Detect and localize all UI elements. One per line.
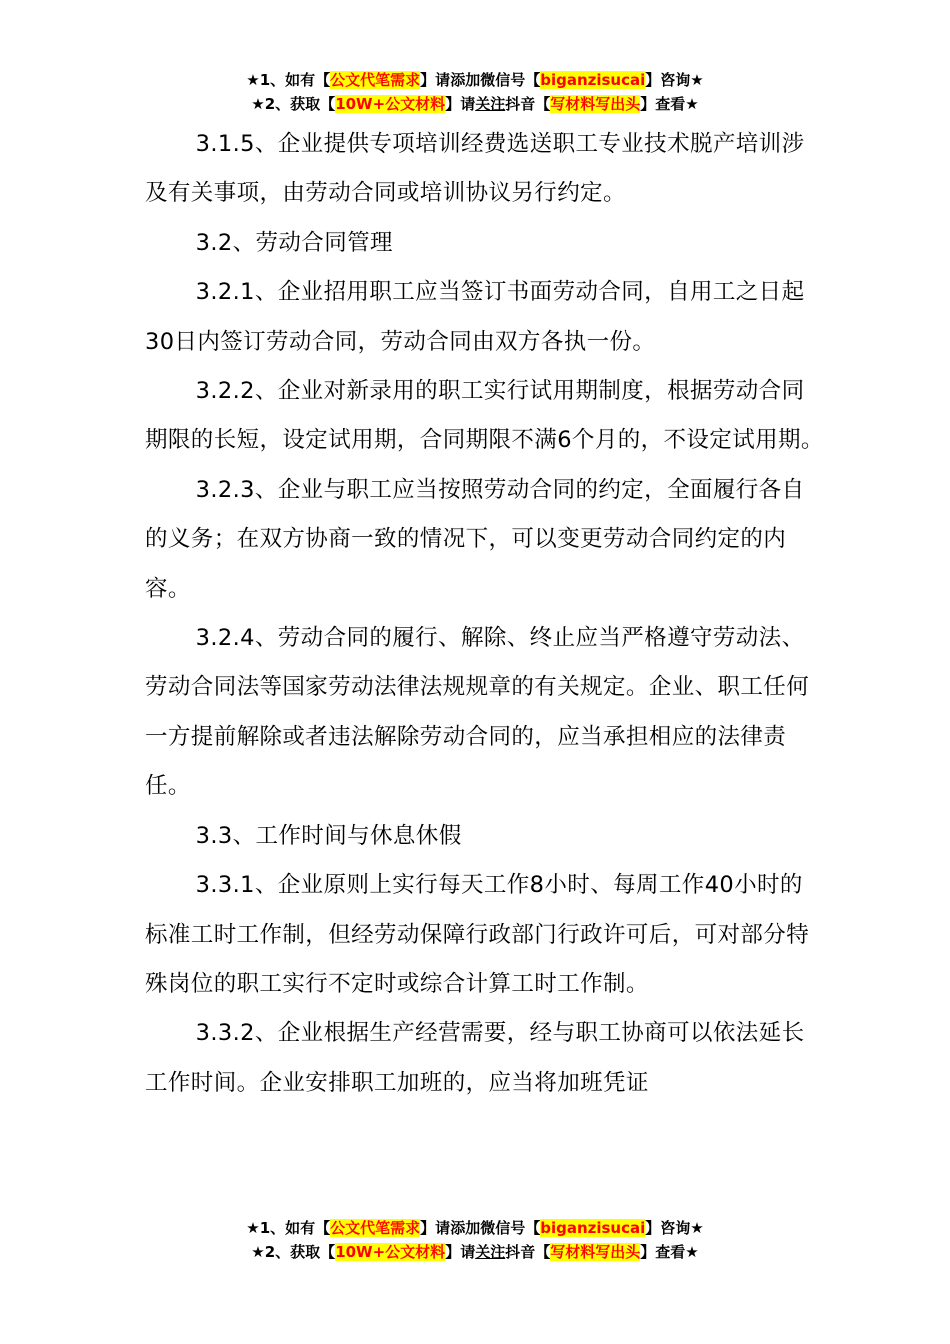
banner-emphasis: 关注 xyxy=(475,95,506,113)
paragraph: 3.2.1、企业招用职工应当签订书面劳动合同，自用工之日起30日内签订劳动合同，劳动合同由双方各执一份。 xyxy=(145,279,805,355)
banner-highlight: 公文代笔需求 xyxy=(330,71,421,89)
banner-text: 】咨询★ xyxy=(645,71,704,89)
banner-text: 】请 xyxy=(445,1243,476,1261)
banner-emphasis: 添加 xyxy=(450,1219,481,1237)
banner-highlight: biganzisucai xyxy=(540,71,646,89)
paragraph: 3.2.2、企业对新录用的职工实行试用期制度，根据劳动合同期限的长短，设定试用期，合同期限不满6个月的，不设定试用期。 xyxy=(145,378,824,454)
banner-text: 抖音【 xyxy=(505,95,551,113)
banner-text: 抖音【 xyxy=(505,1243,551,1261)
banner-text: 微信号【 xyxy=(480,1219,541,1237)
paragraph: 3.2.3、企业与职工应当按照劳动合同的约定，全面履行各自的义务；在双方协商一致的情况下，可以变更劳动合同约定的内容。 xyxy=(145,476,805,602)
banner-text: 】咨询★ xyxy=(645,1219,704,1237)
banner-highlight: 10W+公文材料 xyxy=(335,95,446,113)
paragraph: 3.3.2、企业根据生产经营需要，经与职工协商可以依法延长工作时间。企业安排职工加班的，应当将加班凭证 xyxy=(145,1020,805,1096)
footer-banner xyxy=(0,1216,950,1264)
banner-text: 】查看★ xyxy=(640,95,699,113)
paragraph: 3.1.5、企业提供专项培训经费选送职工专业技术脱产培训涉及有关事项，由劳动合同或培训协议另行约定。 xyxy=(145,131,805,207)
paragraph: 3.3.1、企业原则上实行每天工作8小时、每周工作40小时的标准工时工作制，但经劳动保障行政部门行政许可后，可对部分特殊岗位的职工实行不定时或综合计算工时工作制。 xyxy=(145,872,810,997)
banner-text: 微信号【 xyxy=(480,71,541,89)
banner-emphasis: 添加 xyxy=(450,71,481,89)
banner-text: 】请 xyxy=(420,1219,451,1237)
banner-highlight: 10W+公文材料 xyxy=(335,1243,446,1261)
paragraph: 3.2.4、劳动合同的履行、解除、终止应当严格遵守劳动法、劳动合同法等国家劳动法律法规规章的有关规定。企业、职工任何一方提前解除或者违法解除劳动合同的，应当承担相应的法律责任。 xyxy=(145,625,810,800)
header-banner xyxy=(0,68,950,116)
banner-text: 】请 xyxy=(445,95,476,113)
banner-text: ★2、获取【 xyxy=(251,1243,336,1261)
banner-line-2 xyxy=(0,92,950,116)
banner-text: ★1、如有【 xyxy=(246,1219,331,1237)
banner-text: 】查看★ xyxy=(640,1243,699,1261)
banner-highlight: 公文代笔需求 xyxy=(330,1219,421,1237)
banner-text: 】请 xyxy=(420,71,451,89)
banner-line-1 xyxy=(0,68,950,92)
banner-line-2 xyxy=(0,1240,950,1264)
section-heading: 3.3、工作时间与休息休假 xyxy=(195,822,462,849)
banner-highlight: biganzisucai xyxy=(540,1219,646,1237)
banner-text: ★1、如有【 xyxy=(246,71,331,89)
banner-highlight: 写材料写出头 xyxy=(550,95,641,113)
banner-text: ★2、获取【 xyxy=(251,95,336,113)
banner-emphasis: 关注 xyxy=(475,1243,506,1261)
banner-line-1 xyxy=(0,1216,950,1240)
section-heading: 3.2、劳动合同管理 xyxy=(195,229,393,256)
banner-highlight: 写材料写出头 xyxy=(550,1243,641,1261)
document-body xyxy=(145,120,825,1108)
